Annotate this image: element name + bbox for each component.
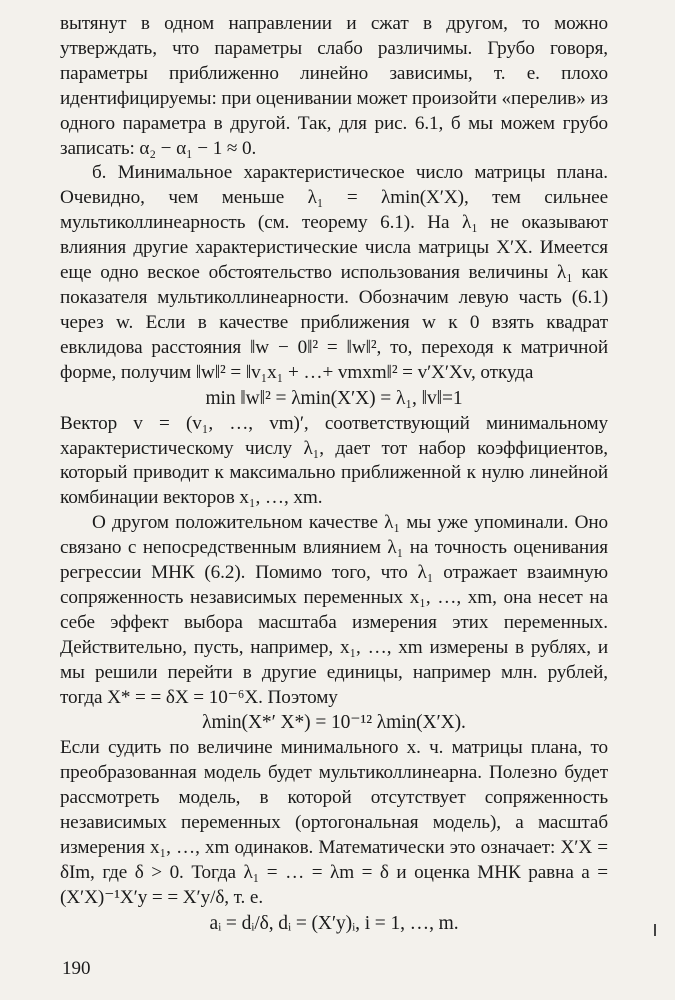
page-number: 190 [62, 958, 91, 979]
paragraph: О другом положительном качестве λ₁ мы уже упоминали. Оно связано с непосредственным влиянием λ₁ на точность оценивания регрессии МНК (6.2). Помимо того, что λ₁ отражает взаимную сопряженность независимых переменных x₁, …, xm, она несет на себе эффект выбора масштаба измерения этих переменных. Действительно, пусть, например, x₁, …, xm измерены в рублях, и мы решили перейти в другие единицы, например млн. рублей, тогда X* = = δX = 10⁻⁶X. Поэтому [60, 512, 608, 708]
formula: min ‖w‖² = λmin(X′X) = λ₁, ‖v‖=1 [205, 387, 463, 409]
paragraph: б. Минимальное характеристическое число матрицы плана. Очевидно, чем меньше λ₁ = λmin(X′X), тем сильнее мультиколлинеарность (см. теорему 6.1). На λ₁ не оказывают влияния другие характеристические числа матрицы X′X. Имеется еще одно веское обстоятельство использования величины λ₁ как показателя мультиколлинеарности. Обозначим левую часть (6.1) через w. Если в качестве приближения w к 0 взять квадрат евклидова расстояния ‖w − 0‖² = ‖w‖², то, переходя к матричной форме, получим ‖w‖² = ‖v₁x₁ + …+ vmxm‖² = v′X′Xv, откуда [60, 162, 608, 383]
paragraph: вытянут в одном направлении и сжат в другом, то можно утверждать, что параметры слабо различимы. Грубо говоря, параметры приближенно линейно зависимы, т. е. плохо идентифицируемы: при оценивании может произойти «перелив» из одного параметра в другой. Так, для рис. 6.1, б мы можем грубо записать: α₂ − α₁ − 1 ≈ 0. [60, 13, 608, 159]
paragraph: Если судить по величине минимального х. ч. матрицы плана, то преобразованная модель будет мультиколлинеарна. Полезно будет рассмотреть модель, в которой отсутствует сопряженность независимых переменных (ортогональная модель), а масштаб измерения x₁, …, xm одинаков. Математически это означает: X′X = δIm, где δ > 0. Тогда λ₁ = … = λm = δ и оценка МНК равна a = (X′X)⁻¹X′y = = X′y/δ, т. е. [60, 737, 608, 908]
page-body [60, 12, 608, 937]
paragraph: Вектор v = (v₁, …, vm)′, соответствующий минимальному характеристическому числу λ₁, дает тот набор коэффициентов, который приводит к максимально приближенной к нулю линейной комбинации векторов x₁, …, xm. [60, 412, 608, 509]
formula: aᵢ = dᵢ/δ, dᵢ = (X′y)ᵢ, i = 1, …, m. [209, 912, 459, 934]
formula: λmin(X*′ X*) = 10⁻¹² λmin(X′X). [202, 712, 466, 734]
margin-mark [654, 924, 656, 936]
